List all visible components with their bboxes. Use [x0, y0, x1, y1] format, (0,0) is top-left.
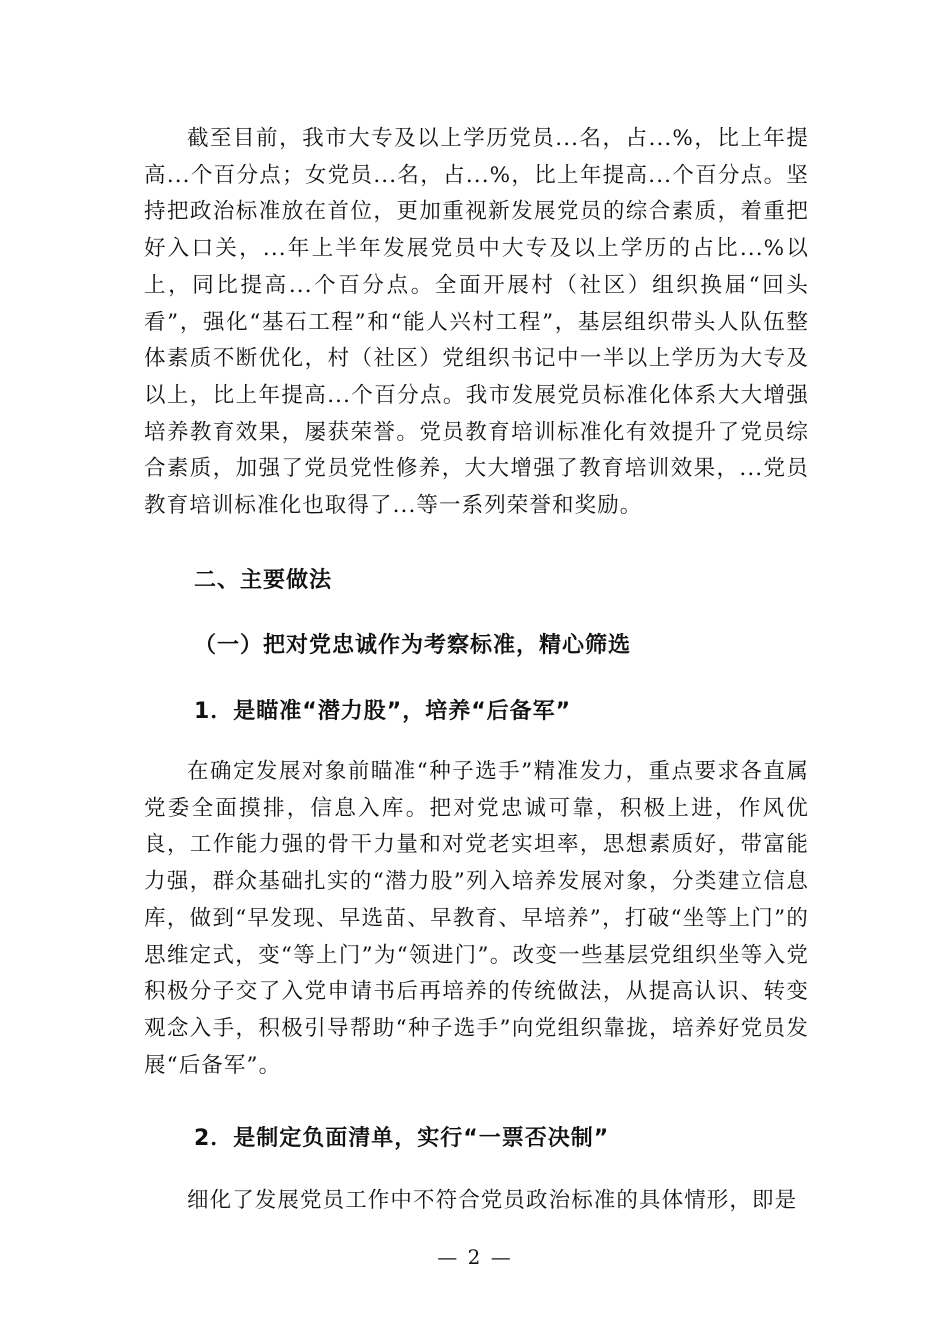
body-paragraph: 在确定发展对象前瞄准“种子选手”精准发力，重点要求各直属党委全面摸排，信息入库。把对党忠诚可靠，积极上进，作风优良，工作能力强的骨干力量和对党老实坦率，思想素质好，带富能力强，群众基础扎实的“潜力股”列入培养发展对象，分类建立信息库，做到“早发现、早选苗、早教育、早培养”，打破“坐等上门”的思维定式，变“等上门”为“领进门”。改变一些基层党组织坐等入党积极分子交了入党申请书后再培养的传统做法，从提高认识、转变观念入手，积极引导帮助“种子选手”向党组织靠拢，培养好党员发展“后备军”。	[144, 759, 809, 1078]
section-heading: 二、主要做法	[194, 568, 333, 593]
item-heading: 2．是制定负面清单，实行“一票否决制”	[194, 1126, 610, 1151]
item-heading: 1．是瞄准“潜力股”，培养“后备军”	[194, 699, 572, 724]
page-number: — 2 —	[437, 1245, 513, 1269]
subsection-heading: （一）把对党忠诚作为考察标准，精心筛选	[194, 633, 632, 658]
body-paragraph: 截至目前，我市大专及以上学历党员...名，占...%，比上年提高...个百分点；女党员...名，占...%，比上年提高...个百分点。坚持把政治标准放在首位，更加重视新发展党员的综合素质，着重把好入口关，...年上半年发展党员中大专及以上学历的占比...%以上，同比提高...个百分点。全面开展村（社区）组织换届“回头看”，强化“基石工程”和“能人兴村工程”，基层组织带头人队伍整体素质不断优化，村（社区）党组织书记中一半以上学历为大专及以上，比上年提高...个百分点。我市发展党员标准化体系大大增强培养教育效果，屡获荣誉。党员教育培训标准化有效提升了党员综合素质，加强了党员党性修养，大大增强了教育培训效果，...党员教育培训标准化也取得了...等一系列荣誉和奖励。	[144, 126, 809, 519]
body-paragraph: 细化了发展党员工作中不符合党员政治标准的具体情形，即是	[187, 1188, 798, 1213]
